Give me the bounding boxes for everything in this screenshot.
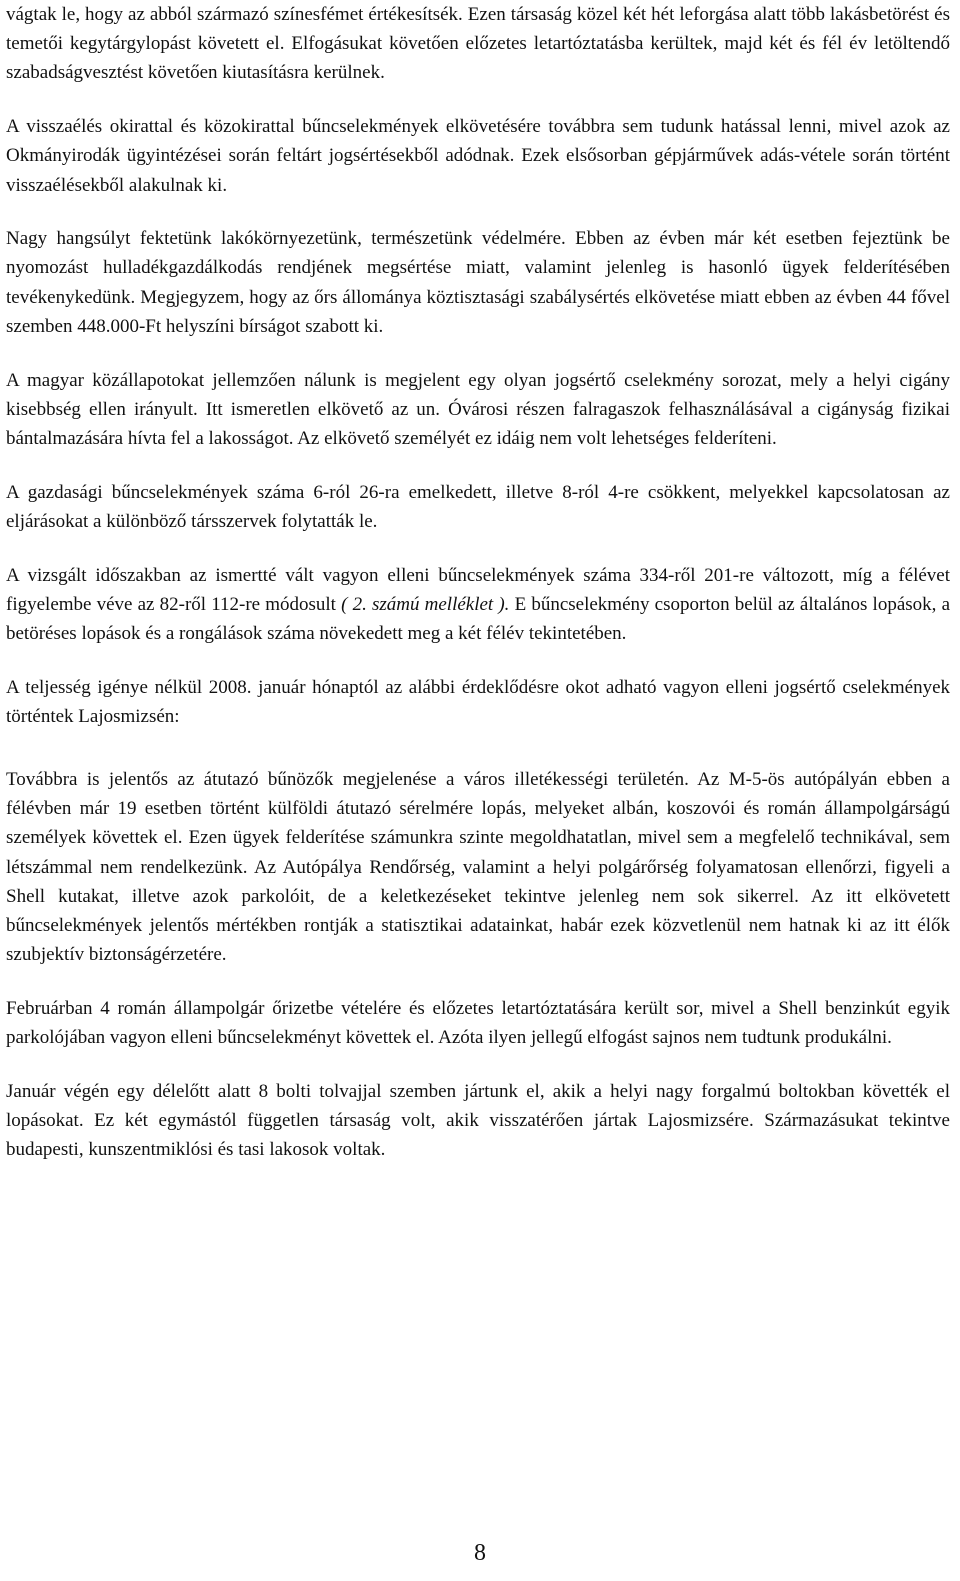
paragraph-3: Nagy hangsúlyt fektetünk lakókörnyezetünk, természetünk védelmére. Ebben az évben már két esetben fejeztünk be nyomozást hulladékgazdálkodás rendjének megsértése miatt, valamint jelenleg is hasonló ügyek felderítésében tevékenykedünk. Megjegyzem, hogy az őrs állománya köztisztasági szabálysértés elkövetése miatt ebben az évben 44 fővel szemben 448.000-Ft helyszíni bírságot szabott ki. [6,228,950,337]
paragraph-6 [6,561,950,649]
paragraph-1: vágtak le, hogy az abból származó színesfémet értékesítsék. Ezen társaság közel két hét leforgása alatt több lakásbetörést és temetői kegytárgylopást követett el. Elfogásukat követően előzetes letartóztatásba kerültek, majd két és fél év letöltendő szabadságvesztést követően kiutasításra kerülnek. [6,4,950,84]
document-page [6,0,950,1165]
paragraph-10: Január végén egy délelőtt alatt 8 bolti tolvajjal szemben jártunk el, akik a helyi nagy forgalmú boltokban követték el lopásokat. Ez két egymástól független társaság volt, akik visszatérően jártak Lajosmizsére. Származásukat tekintve budapesti, kunszentmiklósi és tasi lakosok voltak. [6,1080,950,1161]
annex-reference: ( 2. számú melléklet ). [341,593,510,615]
page-number: 8 [474,1540,486,1566]
paragraph-6-text-after: E bűncselekmény csoporton belül az általános lopások, a betöréses lopások és a rongálások száma növekedett meg a két félév tekintetében. [6,593,950,644]
paragraph-2: A visszaélés okirattal és közokirattal bűncselekmények elkövetésére továbbra sem tudunk hatással lenni, mivel azok az Okmányirodák ügyintézései során feltárt jogsértésekből adódnak. Ezek elsősorban gépjárművek adás-vétele során történt visszaélésekből alakulnak ki. [6,116,950,196]
paragraph-6-text-before: A vizsgált időszakban az ismertté vált vagyon elleni bűncselekmények száma 334-ről 201-re változott, míg a félévet figyelembe véve az 82-ről 112-re módosult [6,564,950,615]
paragraph-5: A gazdasági bűncselekmények száma 6-ról 26-ra emelkedett, illetve 8-ról 4-re csökkent, melyekkel kapcsolatosan az eljárásokat a különböző társszervek folytatták le. [6,481,950,532]
paragraph-7: A teljesség igénye nélkül 2008. január hónaptól az alábbi érdeklődésre okot adható vagyon elleni jogsértő cselekmények történtek Lajosmizsén: [6,676,950,727]
paragraph-4: A magyar közállapotokat jellemzően nálunk is megjelent egy olyan jogsértő cselekmény sorozat, mely a helyi cigány kisebbség ellen irányult. Itt ismeretlen elkövető az un. Óvárosi részen falragaszok felhasználásával a cigányság fizikai bántalmazására hívta fel a lakosságot. Az elkövető személyét ez idáig nem volt lehetséges felderíteni. [6,369,950,449]
paragraph-8: Továbbra is jelentős az átutazó bűnözők megjelenése a város illetékességi területén. Az M-5-ös autópályán ebben a félévben már 19 esetben történt külföldi átutazó sérelmére lopás, melyeket albán, koszovói és román állampolgárságú személyek követtek el. Ezen ügyek felderítése számunkra szinte megoldhatatlan, mivel sem a megfelelő technikával, sem létszámmal nem rendelkezünk. Az Autópálya Rendőrség, valamint a helyi polgárőrség folyamatosan ellenőrzi, figyeli a Shell kutakat, illetve azok parkolóit, de a keletkezéseket tekintve jelenleg nem sok sikerrel. Az itt elkövetett bűncselekmények jelentős mértékben rontják a statisztikai adatainkat, habár ezek közvetlenül nem hatnak ki az itt élők szubjektív biztonságérzetére. [6,769,950,966]
paragraph-9: Februárban 4 román állampolgár őrizetbe vételére és előzetes letartóztatására került sor, mivel a Shell benzinkút egyik parkolójában vagyon elleni bűncselekményt követtek el. Azóta ilyen jellegű elfogást sajnos nem tudtunk produkálni. [6,997,950,1049]
